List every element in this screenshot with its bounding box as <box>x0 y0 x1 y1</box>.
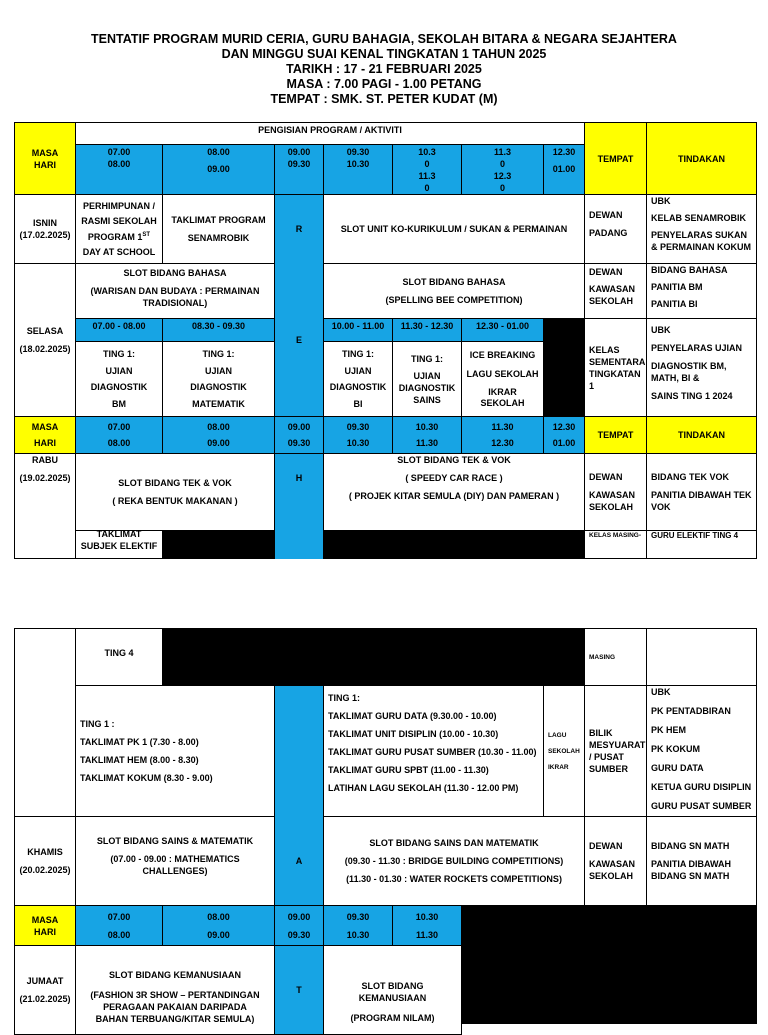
time-start: 11.30 <box>491 422 514 432</box>
isnin-tempat <box>584 194 647 264</box>
time-text: 0 <box>499 159 505 169</box>
hari-label: HARI <box>34 926 56 937</box>
cell-text: SAINS <box>413 394 441 405</box>
time-end: 08.00 <box>107 438 131 448</box>
time-end: 09.00 <box>207 164 230 174</box>
tempat-label: TEMPAT <box>597 153 634 164</box>
cell-text: (WARISAN DAN BUDAYA : PERMAINAN TRADISIONAL) <box>90 286 260 308</box>
cell-text: TAKLIMAT HEM (8.00 - 8.30) <box>80 755 199 765</box>
time2-slot-6 <box>461 416 544 454</box>
cell-text: SLOT BIDANG KEMANUSIAAN <box>358 981 427 1003</box>
tempat-header-2 <box>584 416 647 454</box>
time-end: 09.00 <box>207 929 230 940</box>
day-date: (21.02.2025) <box>19 994 71 1004</box>
time-start: 10.30 <box>415 422 439 432</box>
rehat-letter: E <box>295 335 302 345</box>
cont-lagu-sekolah <box>543 685 585 817</box>
cell-text: PANITIA DIBAWAH TEK VOK <box>651 490 752 512</box>
cell-text: KAWASAN SEKOLAH <box>589 284 636 306</box>
cell-text: SLOT BIDANG SAINS DAN MATEMATIK <box>369 838 539 848</box>
cell-text: (11.30 - 01.30 : WATER ROCKETS COMPETITIONS) <box>346 874 562 884</box>
time3-slot-1 <box>75 905 163 946</box>
time2-slot-1 <box>75 416 163 454</box>
cell-text: TING 1: <box>341 348 374 359</box>
time-end: 12.30 <box>491 438 514 448</box>
khamis-tempat <box>584 816 647 906</box>
cell-text: SLOT UNIT KO-KURIKULUM / SUKAN & PERMAINAN <box>340 224 568 234</box>
isnin-perhimpunan <box>75 194 163 264</box>
rehat-letter-e <box>274 263 324 417</box>
cell-text: (09.30 - 11.30 : BRIDGE BUILDING COMPETITIONS) <box>344 856 564 866</box>
isnin-taklimat-senamrobik <box>162 194 275 264</box>
selasa-time-1 <box>75 318 163 342</box>
rabu-guru-elektif <box>646 530 757 559</box>
document-header <box>0 32 768 107</box>
selasa-ujian-bm <box>75 341 163 417</box>
cont-blackout-2 <box>274 628 585 686</box>
cell-text: PADANG <box>589 228 628 238</box>
time-range: 08.30 - 09.30 <box>191 321 246 331</box>
time-end: 09.30 <box>287 929 311 940</box>
time-start: 08.00 <box>207 147 230 157</box>
cell-text: TING 1: <box>102 348 135 359</box>
cell-text: DIAGNOSTIK <box>329 382 387 393</box>
time-start: 08.00 <box>207 422 230 432</box>
cell-text: ( PROJEK KITAR SEMULA (DIY) DAN PAMERAN ) <box>348 491 560 501</box>
cont-masing <box>584 628 647 686</box>
time-end: 01.00 <box>552 438 576 448</box>
cell-text: BIDANG SN MATH <box>651 841 730 851</box>
time-text: 11.3 <box>418 171 436 181</box>
cell-text: SLOT BIDANG BAHASA <box>123 268 227 278</box>
cell-text: TAKLIMAT GURU PUSAT SUMBER (10.30 - 11.00) <box>328 747 537 757</box>
cell-text: UBK <box>651 325 671 335</box>
cell-text: UJIAN <box>204 365 232 376</box>
time-text: 0 <box>424 159 430 169</box>
time-text: 0 <box>424 183 430 193</box>
selasa-tindakan <box>646 263 757 319</box>
time-range: 11.30 - 12.30 <box>400 321 454 331</box>
time-end: 09.30 <box>287 438 311 448</box>
day-jumaat <box>14 945 76 1035</box>
cell-text: TING 1 : <box>80 719 115 729</box>
time3-slot-5 <box>392 905 462 946</box>
time-slot-5 <box>392 144 462 195</box>
rabu-blackout-1 <box>162 530 275 559</box>
cell-text: LAGU <box>548 731 567 739</box>
pengisian-label: PENGISIAN PROGRAM / AKTIVITI <box>258 125 402 135</box>
rehat-letter: T <box>296 985 302 995</box>
cell-text: KELAS MASING- <box>589 532 641 539</box>
pengisian-header <box>75 122 585 145</box>
hari-label: HARI <box>34 438 56 448</box>
time-start: 09.00 <box>287 147 311 157</box>
time-start: 09.00 <box>287 911 311 922</box>
header-line-2: DAN MINGGU SUAI KENAL TINGKATAN 1 TAHUN 2025 <box>221 47 547 61</box>
time2-slot-4 <box>323 416 393 454</box>
cell-text: TAKLIMAT GURU SPBT (11.00 - 11.30) <box>328 765 489 775</box>
cell-text: ICE BREAKING <box>469 350 536 361</box>
selasa-time-5 <box>461 318 544 342</box>
jumaat-blackout <box>461 905 757 1024</box>
cell-text: TING 4 <box>104 648 134 658</box>
cell-text: PROGRAM 1 <box>87 231 143 242</box>
selasa-time-3 <box>323 318 393 342</box>
time-start: 09.30 <box>346 147 370 157</box>
selasa-tindakan-ujian <box>646 318 757 417</box>
day-date: (20.02.2025) <box>19 865 71 875</box>
cont-day-empty <box>14 628 76 817</box>
selasa-time-4 <box>392 318 462 342</box>
cell-text: KAWASAN SEKOLAH <box>589 859 636 881</box>
cell-text: PENYELARAS SUKAN & PERMAINAN KOKUM <box>651 230 751 252</box>
tindakan-label: TINDAKAN <box>678 430 725 440</box>
day-khamis <box>14 816 76 906</box>
time-end: 09.30 <box>287 159 311 169</box>
time-start: 08.00 <box>207 911 230 922</box>
time-end: 10.30 <box>346 159 370 169</box>
cont-tindakan <box>646 685 757 817</box>
time-slot-1 <box>75 144 163 195</box>
time-slot-6 <box>461 144 544 195</box>
cell-text: TING 1: <box>328 693 361 703</box>
hari-label: HARI <box>34 159 56 170</box>
cell-text: DEWAN <box>589 267 623 277</box>
cell-text: LATIHAN LAGU SEKOLAH (11.30 - 12.00 PM) <box>328 783 519 793</box>
tindakan-header-2 <box>646 416 757 454</box>
isnin-kokurikulum <box>323 194 585 264</box>
time-slot-2 <box>162 144 275 195</box>
tempat-label: TEMPAT <box>597 430 634 440</box>
cell-text: PERHIMPUNAN / <box>82 200 155 211</box>
cell-text: SEKOLAH <box>480 397 525 408</box>
cell-text: UBK <box>651 196 671 206</box>
cell-text: BIDANG TEK VOK <box>651 472 730 482</box>
cell-text: SUBJEK ELEKTIF <box>80 541 158 551</box>
cell-text: KELAB SENAMROBIK <box>651 213 747 223</box>
cell-text: TAKLIMAT <box>96 530 142 539</box>
isnin-tindakan <box>646 194 757 264</box>
cont-tempat-bilik <box>584 685 647 817</box>
rehat-letter-r <box>274 194 324 264</box>
cell-text: TAKLIMAT PROGRAM <box>171 215 266 225</box>
cell-text: DEWAN <box>589 841 623 851</box>
tindakan-header <box>646 122 757 195</box>
cell-text: (07.00 - 09.00 : MATHEMATICS CHALLENGES) <box>110 854 240 876</box>
khamis-tindakan <box>646 816 757 906</box>
cell-text: TING 1: <box>410 353 443 364</box>
cell-text: BILIK MESYUARAT / PUSAT SUMBER <box>589 728 646 774</box>
rabu-blackout-2 <box>323 530 585 559</box>
cont-taklimat-left <box>75 685 275 817</box>
cell-text: RASMI SEKOLAH <box>81 216 157 227</box>
cell-text: PK HEM <box>651 725 687 735</box>
cell-text: GURU PUSAT SUMBER <box>651 801 752 811</box>
cell-text: MASING <box>589 653 615 661</box>
cell-text: DIAGNOSTIK <box>190 382 247 393</box>
cell-text: PANITIA BI <box>651 299 698 309</box>
cell-text: DEWAN <box>589 472 623 482</box>
day-isnin <box>14 194 76 264</box>
jumaat-fashion-show <box>75 945 275 1035</box>
cont-tindakan-empty <box>646 628 757 686</box>
rehat-letter-h <box>274 453 324 503</box>
cell-text: SLOT BIDANG BAHASA <box>402 277 506 287</box>
jumaat-nilam <box>323 945 462 1035</box>
cell-text: SAINS TING 1 2024 <box>651 391 733 401</box>
selasa-ice-breaking <box>461 341 544 417</box>
time2-slot-3 <box>274 416 324 454</box>
cell-text: UJIAN <box>413 370 441 381</box>
cell-text: TAKLIMAT PK 1 (7.30 - 8.00) <box>80 737 199 747</box>
cell-text: TAKLIMAT GURU DATA (9.30.00 - 10.00) <box>328 711 497 721</box>
cell-text: PENYELARAS UJIAN <box>651 343 743 353</box>
day-rabu <box>14 453 76 559</box>
time-end: 08.00 <box>107 929 131 940</box>
header-line-5: TEMPAT : SMK. ST. PETER KUDAT (M) <box>270 92 498 106</box>
time3-slot-4 <box>323 905 393 946</box>
cell-text: KAWASAN SEKOLAH <box>589 490 636 512</box>
time-slot-7 <box>543 144 585 195</box>
cell-text: SENAMROBIK <box>187 233 250 243</box>
time-start: 09.30 <box>346 422 370 432</box>
cell-text: LAGU SEKOLAH <box>466 368 539 379</box>
time-start: 07.00 <box>107 911 131 922</box>
time-end: 08.00 <box>107 159 131 169</box>
rehat-letter: A <box>295 856 303 866</box>
time-end: 09.00 <box>207 438 230 448</box>
masa-label: MASA <box>31 422 59 432</box>
cont-taklimat-right <box>323 685 544 817</box>
khamis-math-challenges <box>75 816 275 906</box>
selasa-blackout <box>543 318 585 417</box>
masa-label: MASA <box>31 147 59 158</box>
cell-text: UBK <box>651 687 671 697</box>
header-line-4: MASA : 7.00 PAGI - 1.00 PETANG <box>286 77 482 91</box>
time-start: 09.30 <box>346 911 370 922</box>
day-name: JUMAAT <box>26 976 64 986</box>
masa-label: MASA <box>31 914 59 925</box>
time-start: 12.30 <box>552 147 576 157</box>
cell-text: SLOT BIDANG TEK & VOK <box>118 478 232 488</box>
day-date: (18.02.2025) <box>19 344 71 354</box>
rabu-tek-vok-1 <box>75 453 275 531</box>
cell-text: IKRAR <box>548 763 569 771</box>
cell-text: TING 1: <box>202 348 235 359</box>
time-start: 12.30 <box>552 422 576 432</box>
cell-text: UJIAN <box>344 365 372 376</box>
day-date: (17.02.2025) <box>19 230 71 240</box>
cell-text: DIAGNOSTIK <box>398 382 456 393</box>
cell-text: GURU DATA <box>651 763 704 773</box>
cell-text: BIDANG BAHASA <box>651 265 728 275</box>
rabu-tindakan <box>646 453 757 531</box>
day-name: RABU <box>32 455 58 465</box>
time3-slot-2 <box>162 905 275 946</box>
cell-text: (FASHION 3R SHOW – PERTANDINGAN PERAGAAN PAKAIAN DARIPADA BAHAN TERBUANG/KITAR SEMULA) <box>90 990 260 1024</box>
rehat-letter: R <box>295 224 303 234</box>
cell-text: (SPELLING BEE COMPETITION) <box>385 295 523 305</box>
time-text: 10.3 <box>418 147 436 157</box>
time2-slot-5 <box>392 416 462 454</box>
time-end: 11.30 <box>415 929 439 940</box>
tindakan-label: TINDAKAN <box>678 153 725 164</box>
cell-text: SLOT BIDANG KEMANUSIAAN <box>109 970 241 980</box>
cont-ting4 <box>75 628 163 686</box>
time3-slot-3 <box>274 905 324 946</box>
time-slot-4 <box>323 144 393 195</box>
cell-text: GURU ELEKTIF TING 4 <box>651 531 739 540</box>
time-start: 10.30 <box>415 911 439 922</box>
time-range: 10.00 - 11.00 <box>331 321 385 331</box>
cell-text: PK PENTADBIRAN <box>651 706 731 716</box>
selasa-ujian-bi <box>323 341 393 417</box>
cell-text: PK KOKUM <box>651 744 700 754</box>
khamis-competitions <box>323 816 585 906</box>
selasa-ujian-matematik <box>162 341 275 417</box>
time-text: 12.3 <box>493 171 512 181</box>
masa-hari-header-3 <box>14 905 76 946</box>
cell-text: SEKOLAH <box>548 747 580 755</box>
superscript: ST <box>142 231 151 238</box>
cell-text: TAKLIMAT KOKUM (8.30 - 9.00) <box>80 773 213 783</box>
cell-text: DAY AT SCHOOL <box>82 247 156 258</box>
masa-hari-header-2 <box>14 416 76 454</box>
rehat-letter-t <box>274 945 324 1035</box>
day-name: KHAMIS <box>27 847 63 857</box>
time-end: 10.30 <box>346 438 370 448</box>
rabu-tek-vok-2 <box>323 453 585 531</box>
time-end: 10.30 <box>346 929 370 940</box>
selasa-warisan <box>75 263 275 319</box>
time-text: 11.3 <box>493 147 512 157</box>
cell-text: SLOT BIDANG TEK & VOK <box>397 455 511 465</box>
cell-text: DEWAN <box>589 210 623 220</box>
cell-text: DIAGNOSTIK <box>90 382 148 393</box>
day-name: SELASA <box>26 326 64 336</box>
time2-slot-7 <box>543 416 585 454</box>
cell-text: BM <box>112 399 126 410</box>
cell-text: TAKLIMAT UNIT DISIPLIN (10.00 - 10.30) <box>328 729 499 739</box>
time-text: 0 <box>499 183 505 193</box>
cell-text: UJIAN <box>105 365 133 376</box>
day-selasa <box>14 263 76 417</box>
selasa-ujian-sains <box>392 341 462 417</box>
header-line-3: TARIKH : 17 - 21 FEBRUARI 2025 <box>286 62 482 76</box>
selasa-spelling-bee <box>323 263 585 319</box>
cell-text: IKRAR <box>488 387 517 398</box>
selasa-time-2 <box>162 318 275 342</box>
selasa-tempat-kelas <box>584 318 647 417</box>
cell-text: MATEMATIK <box>192 399 245 410</box>
cell-text: DIAGNOSTIK BM, MATH, BI & <box>651 361 727 383</box>
cont-blackout-1 <box>162 628 275 686</box>
time-range: 07.00 - 08.00 <box>92 321 146 331</box>
cell-text: (PROGRAM NILAM) <box>350 1013 435 1023</box>
cell-text: KETUA GURU DISIPLIN <box>651 782 752 792</box>
cell-text: ( SPEEDY CAR RACE ) <box>405 473 503 483</box>
time-slot-3 <box>274 144 324 195</box>
rehat-letter-a <box>274 816 324 906</box>
time2-slot-2 <box>162 416 275 454</box>
day-date: (19.02.2025) <box>19 473 71 483</box>
rabu-tempat <box>584 453 647 531</box>
rabu-kelas-masing <box>584 530 647 559</box>
masa-hari-header <box>14 122 76 195</box>
cell-text: PANITIA BM <box>651 282 703 292</box>
cell-text-program <box>88 231 150 243</box>
cell-text: KELAS SEMENTARA TINGKATAN 1 <box>589 344 645 391</box>
rehat-letter: H <box>295 473 303 483</box>
time-start: 07.00 <box>107 422 131 432</box>
time-range: 12.30 - 01.00 <box>475 321 530 331</box>
selasa-tempat <box>584 263 647 319</box>
time-end: 11.30 <box>415 438 439 448</box>
cell-text: BI <box>353 399 363 410</box>
time-start: 09.00 <box>287 422 311 432</box>
rabu-taklimat-elektif <box>75 530 163 559</box>
tempat-header <box>584 122 647 195</box>
time-end: 01.00 <box>552 164 576 174</box>
time-start: 07.00 <box>107 147 131 157</box>
cell-text: PANITIA DIBAWAH BIDANG SN MATH <box>651 859 731 881</box>
cell-text: SLOT BIDANG SAINS & MATEMATIK <box>96 836 254 846</box>
day-name: ISNIN <box>32 218 57 228</box>
header-line-1: TENTATIF PROGRAM MURID CERIA, GURU BAHAGIA, SEKOLAH BITARA & NEGARA SEJAHTERA <box>91 32 677 46</box>
cell-text: ( REKA BENTUK MAKANAN ) <box>112 496 238 506</box>
